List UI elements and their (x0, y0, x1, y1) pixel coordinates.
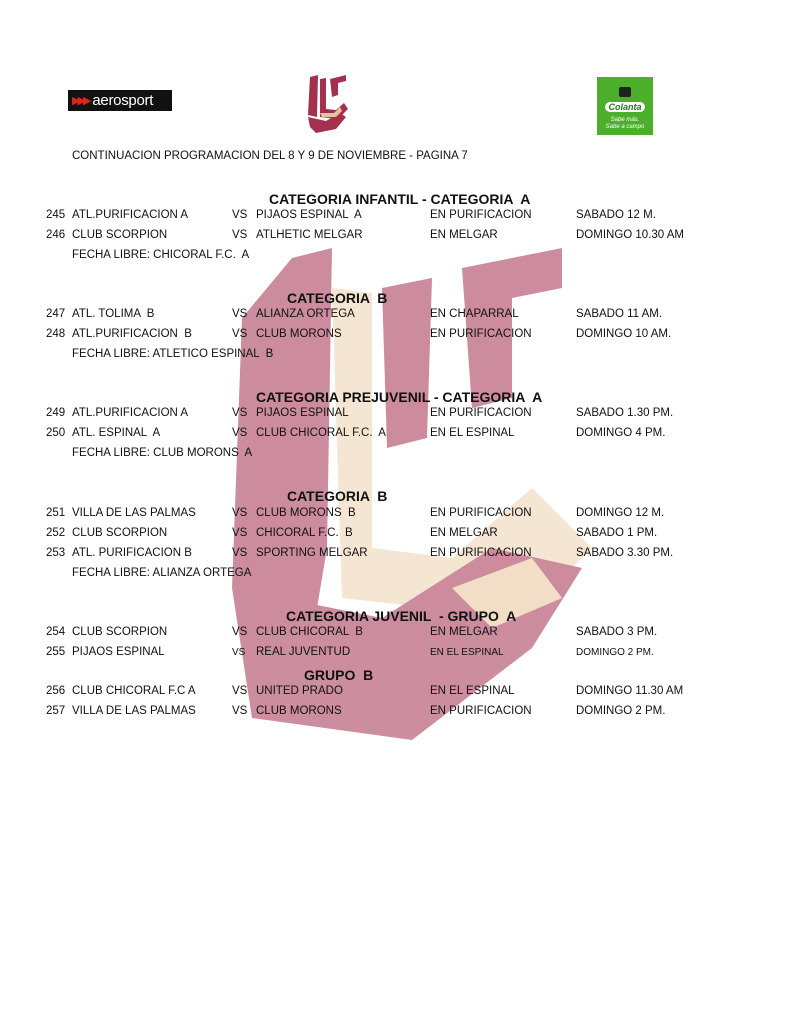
vs-label: VS (232, 209, 248, 221)
match-time: SABADO 3 PM. (576, 626, 658, 638)
match-time: SABADO 11 AM. (576, 308, 663, 320)
match-number: 247 (46, 308, 66, 320)
vs-label: VS (232, 647, 246, 658)
fecha-libre: FECHA LIBRE: ATLETICO ESPINAL B (72, 348, 274, 360)
away-team: CHICORAL F.C. B (256, 527, 353, 539)
home-team: ATL.PURIFICACION A (72, 407, 189, 419)
home-team: CLUB SCORPION (72, 229, 168, 241)
venue: EN EL ESPINAL (430, 427, 515, 439)
fecha-libre: FECHA LIBRE: CLUB MORONS A (72, 447, 253, 459)
venue: EN PURIFICACION (430, 328, 532, 340)
section-title: CATEGORIA B (287, 488, 388, 504)
aerosport-logo-text: aerosport (92, 92, 154, 109)
match-time: DOMINGO 2 PM. (576, 705, 666, 717)
vs-label: VS (232, 229, 248, 241)
colanta-logo (597, 77, 653, 135)
match-number: 249 (46, 407, 66, 419)
match-row (0, 308, 791, 324)
match-time: SABADO 1.30 PM. (576, 407, 674, 419)
away-team: PIJAOS ESPINAL (256, 407, 349, 419)
match-number: 246 (46, 229, 66, 241)
colanta-slogan-line-2: Sabe a campo (605, 124, 645, 130)
match-number: 255 (46, 646, 66, 658)
colanta-slogan-line-1: Sabe más. (610, 117, 640, 123)
away-team: ALIANZA ORTEGA (256, 308, 355, 320)
vs-label: VS (232, 427, 248, 439)
away-team: ATLHETIC MELGAR (256, 229, 363, 241)
venue: EN CHAPARRAL (430, 308, 519, 320)
home-team: VILLA DE LAS PALMAS (72, 705, 196, 717)
match-time: DOMINGO 10.30 AM (576, 229, 685, 241)
page-title: CONTINUACION PROGRAMACION DEL 8 Y 9 DE NOVIEMBRE - PAGINA 7 (72, 150, 468, 162)
match-row (0, 646, 791, 662)
match-time: DOMINGO 11.30 AM (576, 685, 684, 697)
fecha-libre: FECHA LIBRE: CHICORAL F.C. A (72, 249, 250, 261)
fast-forward-icon: ▶▶▶ (72, 95, 89, 107)
away-team: CLUB MORONS (256, 705, 342, 717)
vs-label: VS (232, 527, 248, 539)
section-title: CATEGORIA PREJUVENIL - CATEGORIA A (256, 389, 543, 405)
section-title: CATEGORIA INFANTIL - CATEGORIA A (269, 191, 531, 207)
match-number: 248 (46, 328, 66, 340)
away-team: REAL JUVENTUD (256, 646, 351, 658)
league-logo (306, 73, 348, 133)
vs-label: VS (232, 407, 248, 419)
section-title: CATEGORIA B (287, 290, 388, 306)
match-row (0, 547, 791, 563)
match-time: DOMINGO 12 M. (576, 507, 665, 519)
match-number: 253 (46, 547, 66, 559)
match-row (0, 229, 791, 245)
match-time: SABADO 3.30 PM. (576, 547, 674, 559)
away-team: CLUB MORONS (256, 328, 342, 340)
match-row (0, 527, 791, 543)
match-number: 245 (46, 209, 66, 221)
colanta-brand: Colanta (605, 102, 644, 112)
match-time: DOMINGO 2 PM. (576, 647, 654, 658)
match-time: DOMINGO 4 PM. (576, 427, 666, 439)
venue: EN EL ESPINAL (430, 685, 515, 697)
home-team: VILLA DE LAS PALMAS (72, 507, 196, 519)
section-title: GRUPO B (304, 667, 374, 683)
match-row (0, 328, 791, 344)
cow-icon (619, 87, 631, 97)
vs-label: VS (232, 626, 248, 638)
match-time: SABADO 12 M. (576, 209, 656, 221)
home-team: CLUB SCORPION (72, 626, 168, 638)
match-number: 257 (46, 705, 66, 717)
away-team: CLUB MORONS B (256, 507, 356, 519)
venue: EN PURIFICACION (430, 507, 532, 519)
vs-label: VS (232, 328, 248, 340)
venue: EN MELGAR (430, 626, 498, 638)
home-team: ATL.PURIFICACION B (72, 328, 192, 340)
venue: EN EL ESPINAL (430, 647, 504, 658)
match-row (0, 705, 791, 721)
aerosport-logo (68, 90, 172, 111)
home-team: ATL. PURIFICACION B (72, 547, 192, 559)
away-team: CLUB CHICORAL F.C. A (256, 427, 386, 439)
venue: EN MELGAR (430, 229, 498, 241)
vs-label: VS (232, 308, 248, 320)
vs-label: VS (232, 685, 248, 697)
home-team: PIJAOS ESPINAL (72, 646, 165, 658)
match-row (0, 507, 791, 523)
home-team: ATL.PURIFICACION A (72, 209, 189, 221)
home-team: ATL. ESPINAL A (72, 427, 161, 439)
venue: EN PURIFICACION (430, 705, 532, 717)
away-team: UNITED PRADO (256, 685, 343, 697)
away-team: PIJAOS ESPINAL A (256, 209, 362, 221)
match-number: 252 (46, 527, 66, 539)
home-team: CLUB CHICORAL F.C A (72, 685, 196, 697)
vs-label: VS (232, 507, 248, 519)
vs-label: VS (232, 547, 248, 559)
match-row (0, 407, 791, 423)
home-team: ATL. TOLIMA B (72, 308, 155, 320)
match-time: SABADO 1 PM. (576, 527, 658, 539)
match-row (0, 626, 791, 642)
home-team: CLUB SCORPION (72, 527, 168, 539)
vs-label: VS (232, 705, 248, 717)
fecha-libre: FECHA LIBRE: ALIANZA ORTEGA (72, 567, 252, 579)
venue: EN MELGAR (430, 527, 498, 539)
section-title: CATEGORIA JUVENIL - GRUPO A (286, 608, 517, 624)
venue: EN PURIFICACION (430, 407, 532, 419)
match-number: 250 (46, 427, 66, 439)
match-row (0, 685, 791, 701)
away-team: CLUB CHICORAL B (256, 626, 363, 638)
match-number: 254 (46, 626, 66, 638)
match-time: DOMINGO 10 AM. (576, 328, 672, 340)
match-row (0, 427, 791, 443)
away-team: SPORTING MELGAR (256, 547, 368, 559)
venue: EN PURIFICACION (430, 209, 532, 221)
venue: EN PURIFICACION (430, 547, 532, 559)
match-row (0, 209, 791, 225)
match-number: 251 (46, 507, 66, 519)
match-number: 256 (46, 685, 66, 697)
